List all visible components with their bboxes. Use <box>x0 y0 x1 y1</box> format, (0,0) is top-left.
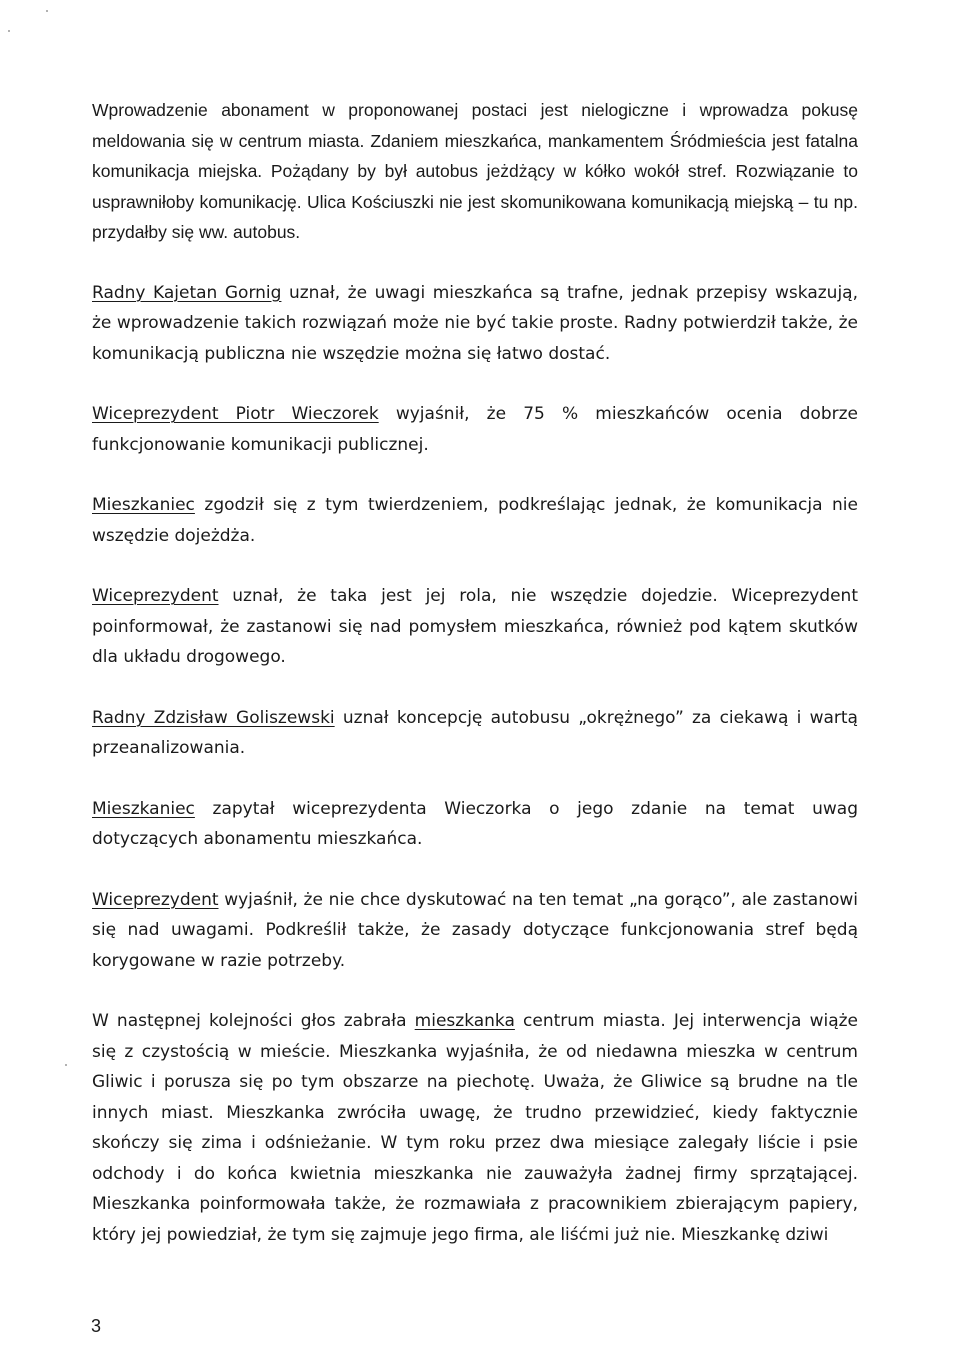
paragraph-1 <box>92 95 858 248</box>
paragraph-8 <box>92 885 858 977</box>
paragraph-6 <box>92 703 858 764</box>
speaker-name: Radny Kajetan Gornig <box>92 282 282 303</box>
paragraph-text: uznał koncepcję autobusu „okrężnego” za ciekawą i wartą przeanalizowania. <box>92 707 858 758</box>
paragraph-text: W następnej kolejności głos zabrała <box>92 1011 415 1031</box>
paragraph-text: zapytał wiceprezydenta Wieczorka o jego zdanie na temat uwag dotyczących abonamentu mieszkańca. <box>92 798 858 849</box>
paragraph-text: wyjaśnił, że nie chce dyskutować na ten temat „na gorąco”, ale zastanowi się nad uwagami. Podkreślił także, że zasady dotyczące funkcjonowania stref będą korygowane w razie potrzeby. <box>92 889 858 971</box>
scan-speck <box>8 30 10 32</box>
page-number: 3 <box>91 1316 102 1336</box>
paragraph-5 <box>92 581 858 673</box>
paragraph-text: zgodził się z tym twierdzeniem, podkreślając jednak, że komunikacja nie wszędzie dojeżdża. <box>92 495 858 546</box>
paragraph-text: uznał, że uwagi mieszkańca są trafne, jednak przepisy wskazują, że wprowadzenie takich rozwiązań może nie być takie proste. Radny potwierdził także, że komunikacją publiczna nie wszędzie można się łatwo dostać. <box>92 282 858 364</box>
speaker-name: Wiceprezydent Piotr Wieczorek <box>92 404 379 424</box>
paragraph-7 <box>92 794 858 855</box>
speaker-name: Wiceprezydent <box>92 586 219 606</box>
paragraph-3 <box>92 399 858 460</box>
paragraph-9 <box>92 1006 858 1250</box>
speaker-name: Wiceprezydent <box>92 889 219 910</box>
paragraph-text: uznał, że taka jest jej rola, nie wszędzie dojedzie. Wiceprezydent poinformował, że zastanowi się nad pomysłem mieszkańca, również pod kątem skutków dla układu drogowego. <box>92 586 858 667</box>
paragraph-4 <box>92 490 858 551</box>
speaker-name: Radny Zdzisław Goliszewski <box>92 707 335 728</box>
paragraph-2 <box>92 278 858 370</box>
scan-speck <box>65 1064 67 1066</box>
speaker-name: Mieszkaniec <box>92 495 195 515</box>
document-page <box>92 95 858 1280</box>
scan-speck <box>46 10 48 12</box>
speaker-name: mieszkanka <box>414 1011 515 1031</box>
speaker-name: Mieszkaniec <box>92 798 195 819</box>
paragraph-text: wyjaśnił, że 75 % mieszkańców ocenia dobrze funkcjonowanie komunikacji publicznej. <box>92 404 859 455</box>
paragraph-text: centrum miasta. Jej interwencja wiąże się z czystością w mieście. Mieszkanka wyjaśniła, że od niedawna mieszka w centrum Gliwic i porusza się po tym obszarze na piechotę. Uważa, że Gliwice są brudne na tle innych miast. Mieszkanka zwróciła uwagę, że trudno przewidzieć, kiedy faktycznie skończy się zima i odśnieżanie. W tym roku przez dwa miesiące zalegały liście i psie odchody i do końca kwietnia mieszkanka nie zauważyła żadnej firmy sprzątającej. Mieszkanka poinformowała także, że rozmawiała z pracownikiem zbierającym papiery, który jej powiedział, że tym się zajmuje jego firma, ale liśćmi już nie. Mieszkankę dziwi <box>92 1011 858 1245</box>
paragraph-text: Wprowadzenie abonament w proponowanej postaci jest nielogiczne i wprowadza pokusę meldowania się w centrum miasta. Zdaniem mieszkańca, mankamentem Śródmieścia jest fatalna komunikacja miejska. Pożądany by był autobus jeżdżący w kółko wokół stref. Rozwiązanie to usprawniłoby komunikację. Ulica Kościuszki nie jest skomunikowana komunikacją miejską – tu np. przydałby się ww. autobus. <box>92 100 858 242</box>
